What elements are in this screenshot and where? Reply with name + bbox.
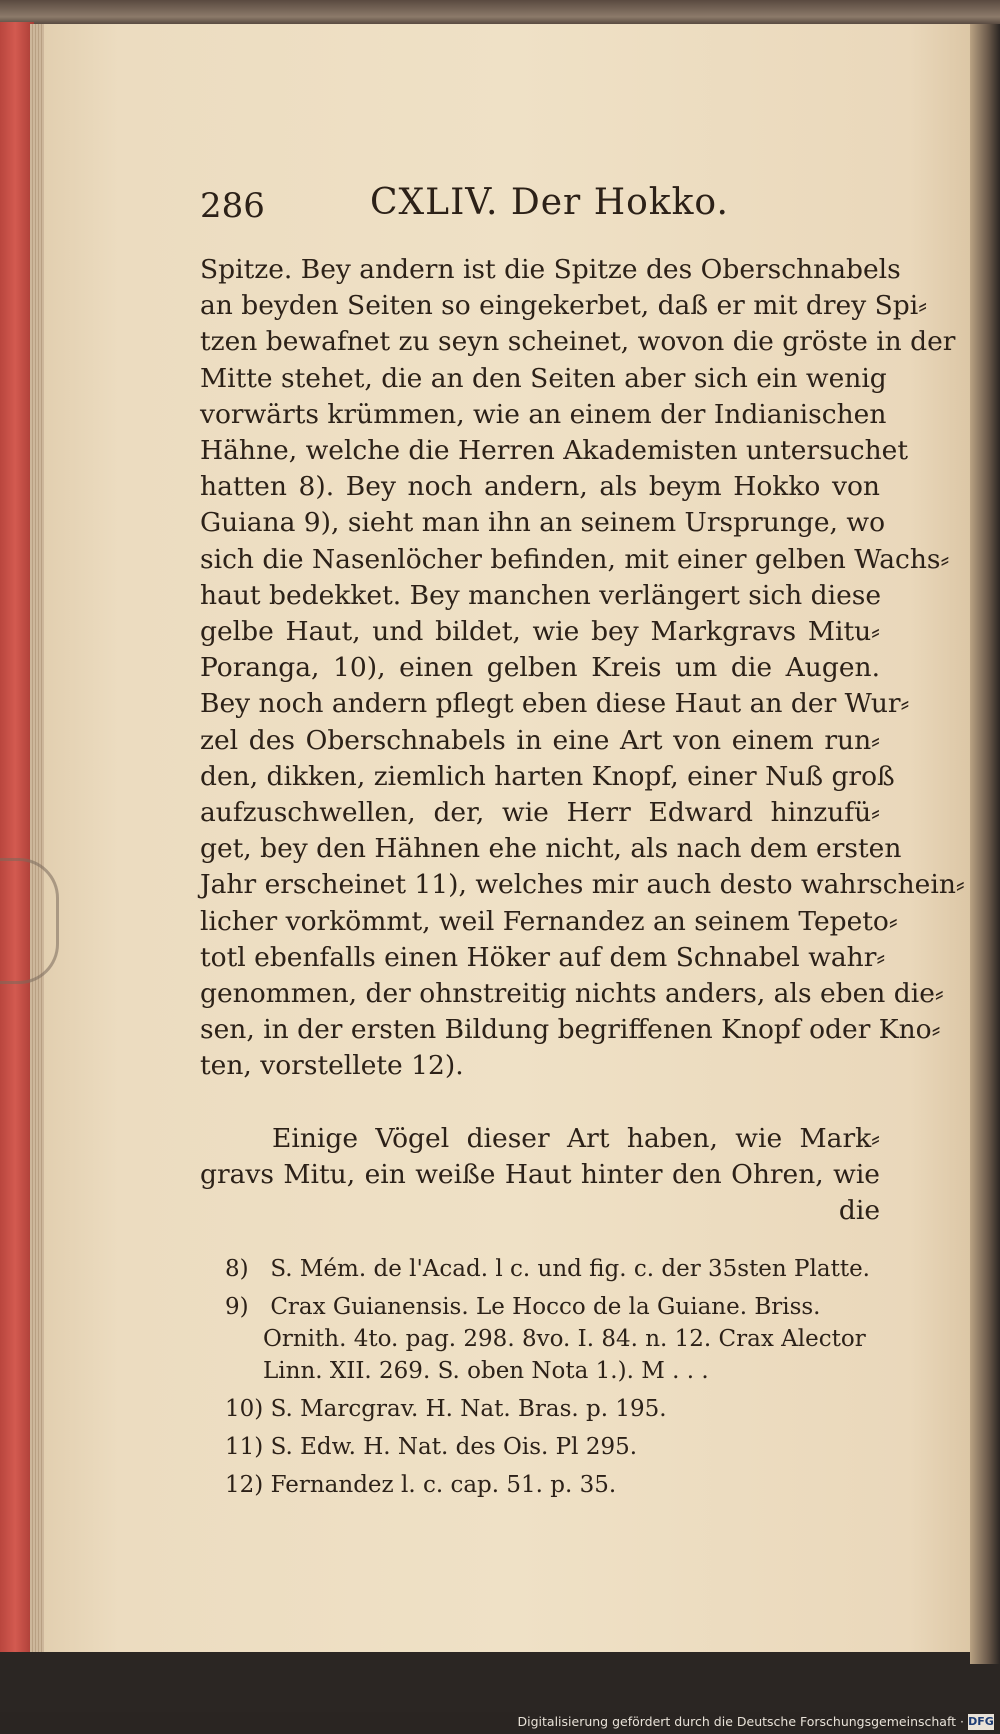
footnote	[225, 1393, 885, 1425]
footnote-text: S. Marcgrav. H. Nat. Bras. p. 195.	[270, 1396, 667, 1422]
footnote-number: 12)	[225, 1472, 264, 1498]
text-line: genommen, der ohnstreitig nichts anders, als eben die⸗	[200, 978, 944, 1010]
footnote	[225, 1469, 885, 1501]
page-stack	[30, 24, 44, 1652]
page-gutter-shadow	[970, 24, 1000, 1664]
text-line: Mitte stehet, die an den Seiten aber sich ein wenig	[200, 362, 887, 394]
dfg-logo: DFG	[968, 1715, 994, 1728]
text-line: Guiana 9), sieht man ihn an seinem Ursprunge, wo	[200, 507, 886, 539]
text-line: Hähne, welche die Herren Akademisten untersuchet	[200, 435, 908, 467]
page-header	[200, 182, 880, 232]
text-line: gravs Mitu, ein weiße Haut hinter den Ohren, wie	[200, 1158, 880, 1190]
page-number: 286	[200, 186, 265, 226]
book-red-edge	[0, 22, 34, 1652]
text-line: hatten 8). Bey noch andern, als beym Hokko von	[200, 471, 880, 503]
text-line: Jahr erscheinet 11), welches mir auch desto wahrschein⸗	[200, 869, 965, 901]
footnotes	[225, 1253, 885, 1507]
text-line: vorwärts krümmen, wie an einem der Indianischen	[200, 398, 887, 430]
main-text	[200, 252, 965, 1229]
footnote	[225, 1431, 885, 1463]
footnote-text-continued: Ornith. 4to. pag. 298. 8vo. I. 84. n. 12. Crax Alector	[263, 1326, 866, 1352]
footnote-number: 11)	[225, 1434, 264, 1460]
footnote-number: 8)	[225, 1256, 249, 1282]
text-line: den, dikken, ziemlich harten Knopf, einer Nuß groß	[200, 760, 895, 792]
paragraph-gap	[200, 1085, 880, 1121]
text-line: get, bey den Hähnen ehe nicht, als nach dem ersten	[200, 833, 902, 865]
text-line: Bey noch andern pflegt eben diese Haut an der Wur⸗	[200, 688, 910, 720]
footnote-number: 9)	[225, 1294, 249, 1320]
funding-credit: Digitalisierung gefördert durch die Deutsche Forschungsgemeinschaft ·	[517, 1714, 964, 1729]
text-line: haut bedekket. Bey manchen verlängert sich diese	[200, 579, 882, 611]
text-line: an beyden Seiten so eingekerbet, daß er mit drey Spi⸗	[200, 290, 928, 322]
text-line: sich die Nasenlöcher befinden, mit einer gelben Wachs⸗	[200, 543, 950, 575]
footnote-text: S. Edw. H. Nat. des Ois. Pl 295.	[270, 1434, 638, 1460]
text-line: zel des Oberschnabels in eine Art von einem run⸗	[200, 724, 880, 756]
footnote-text: Fernandez l. c. cap. 51. p. 35.	[270, 1472, 617, 1498]
footnote-text-continued: Linn. XII. 269. S. oben Nota 1.). M . . .	[263, 1358, 709, 1384]
footnote-text: Crax Guianensis. Le Hocco de la Guiane. Briss.	[270, 1294, 821, 1320]
text-line: sen, in der ersten Bildung begriffenen Knopf oder Kno⸗	[200, 1014, 941, 1046]
running-head: CXLIV. Der Hokko.	[370, 182, 729, 223]
text-line: licher vorkömmt, weil Fernandez an seinem Tepeto⸗	[200, 905, 898, 937]
text-line: totl ebenfalls einen Höker auf dem Schnabel wahr⸗	[200, 941, 886, 973]
text-line: Poranga, 10), einen gelben Kreis um die Augen.	[200, 652, 880, 684]
text-line: ten, vorstellete 12).	[200, 1050, 464, 1082]
clip-shadow	[0, 858, 59, 984]
footer-bar	[0, 1712, 1000, 1734]
text-line: Spitze. Bey andern ist die Spitze des Oberschnabels	[200, 254, 901, 285]
text-line: aufzuschwellen, der, wie Herr Edward hinzufü⸗	[200, 797, 880, 829]
footnote-text: S. Mém. de l'Acad. l c. und fig. c. der 35sten Platte.	[270, 1256, 870, 1282]
text-line: gelbe Haut, und bildet, wie bey Markgravs Mitu⸗	[200, 616, 880, 648]
catchword: die	[838, 1195, 880, 1227]
footnote	[225, 1291, 885, 1387]
text-line: Einige Vögel dieser Art haben, wie Mark⸗	[272, 1122, 880, 1154]
footnote-number: 10)	[225, 1396, 264, 1422]
footnote	[225, 1253, 885, 1285]
text-line: tzen bewafnet zu seyn scheinet, wovon die gröste in der	[200, 326, 956, 358]
